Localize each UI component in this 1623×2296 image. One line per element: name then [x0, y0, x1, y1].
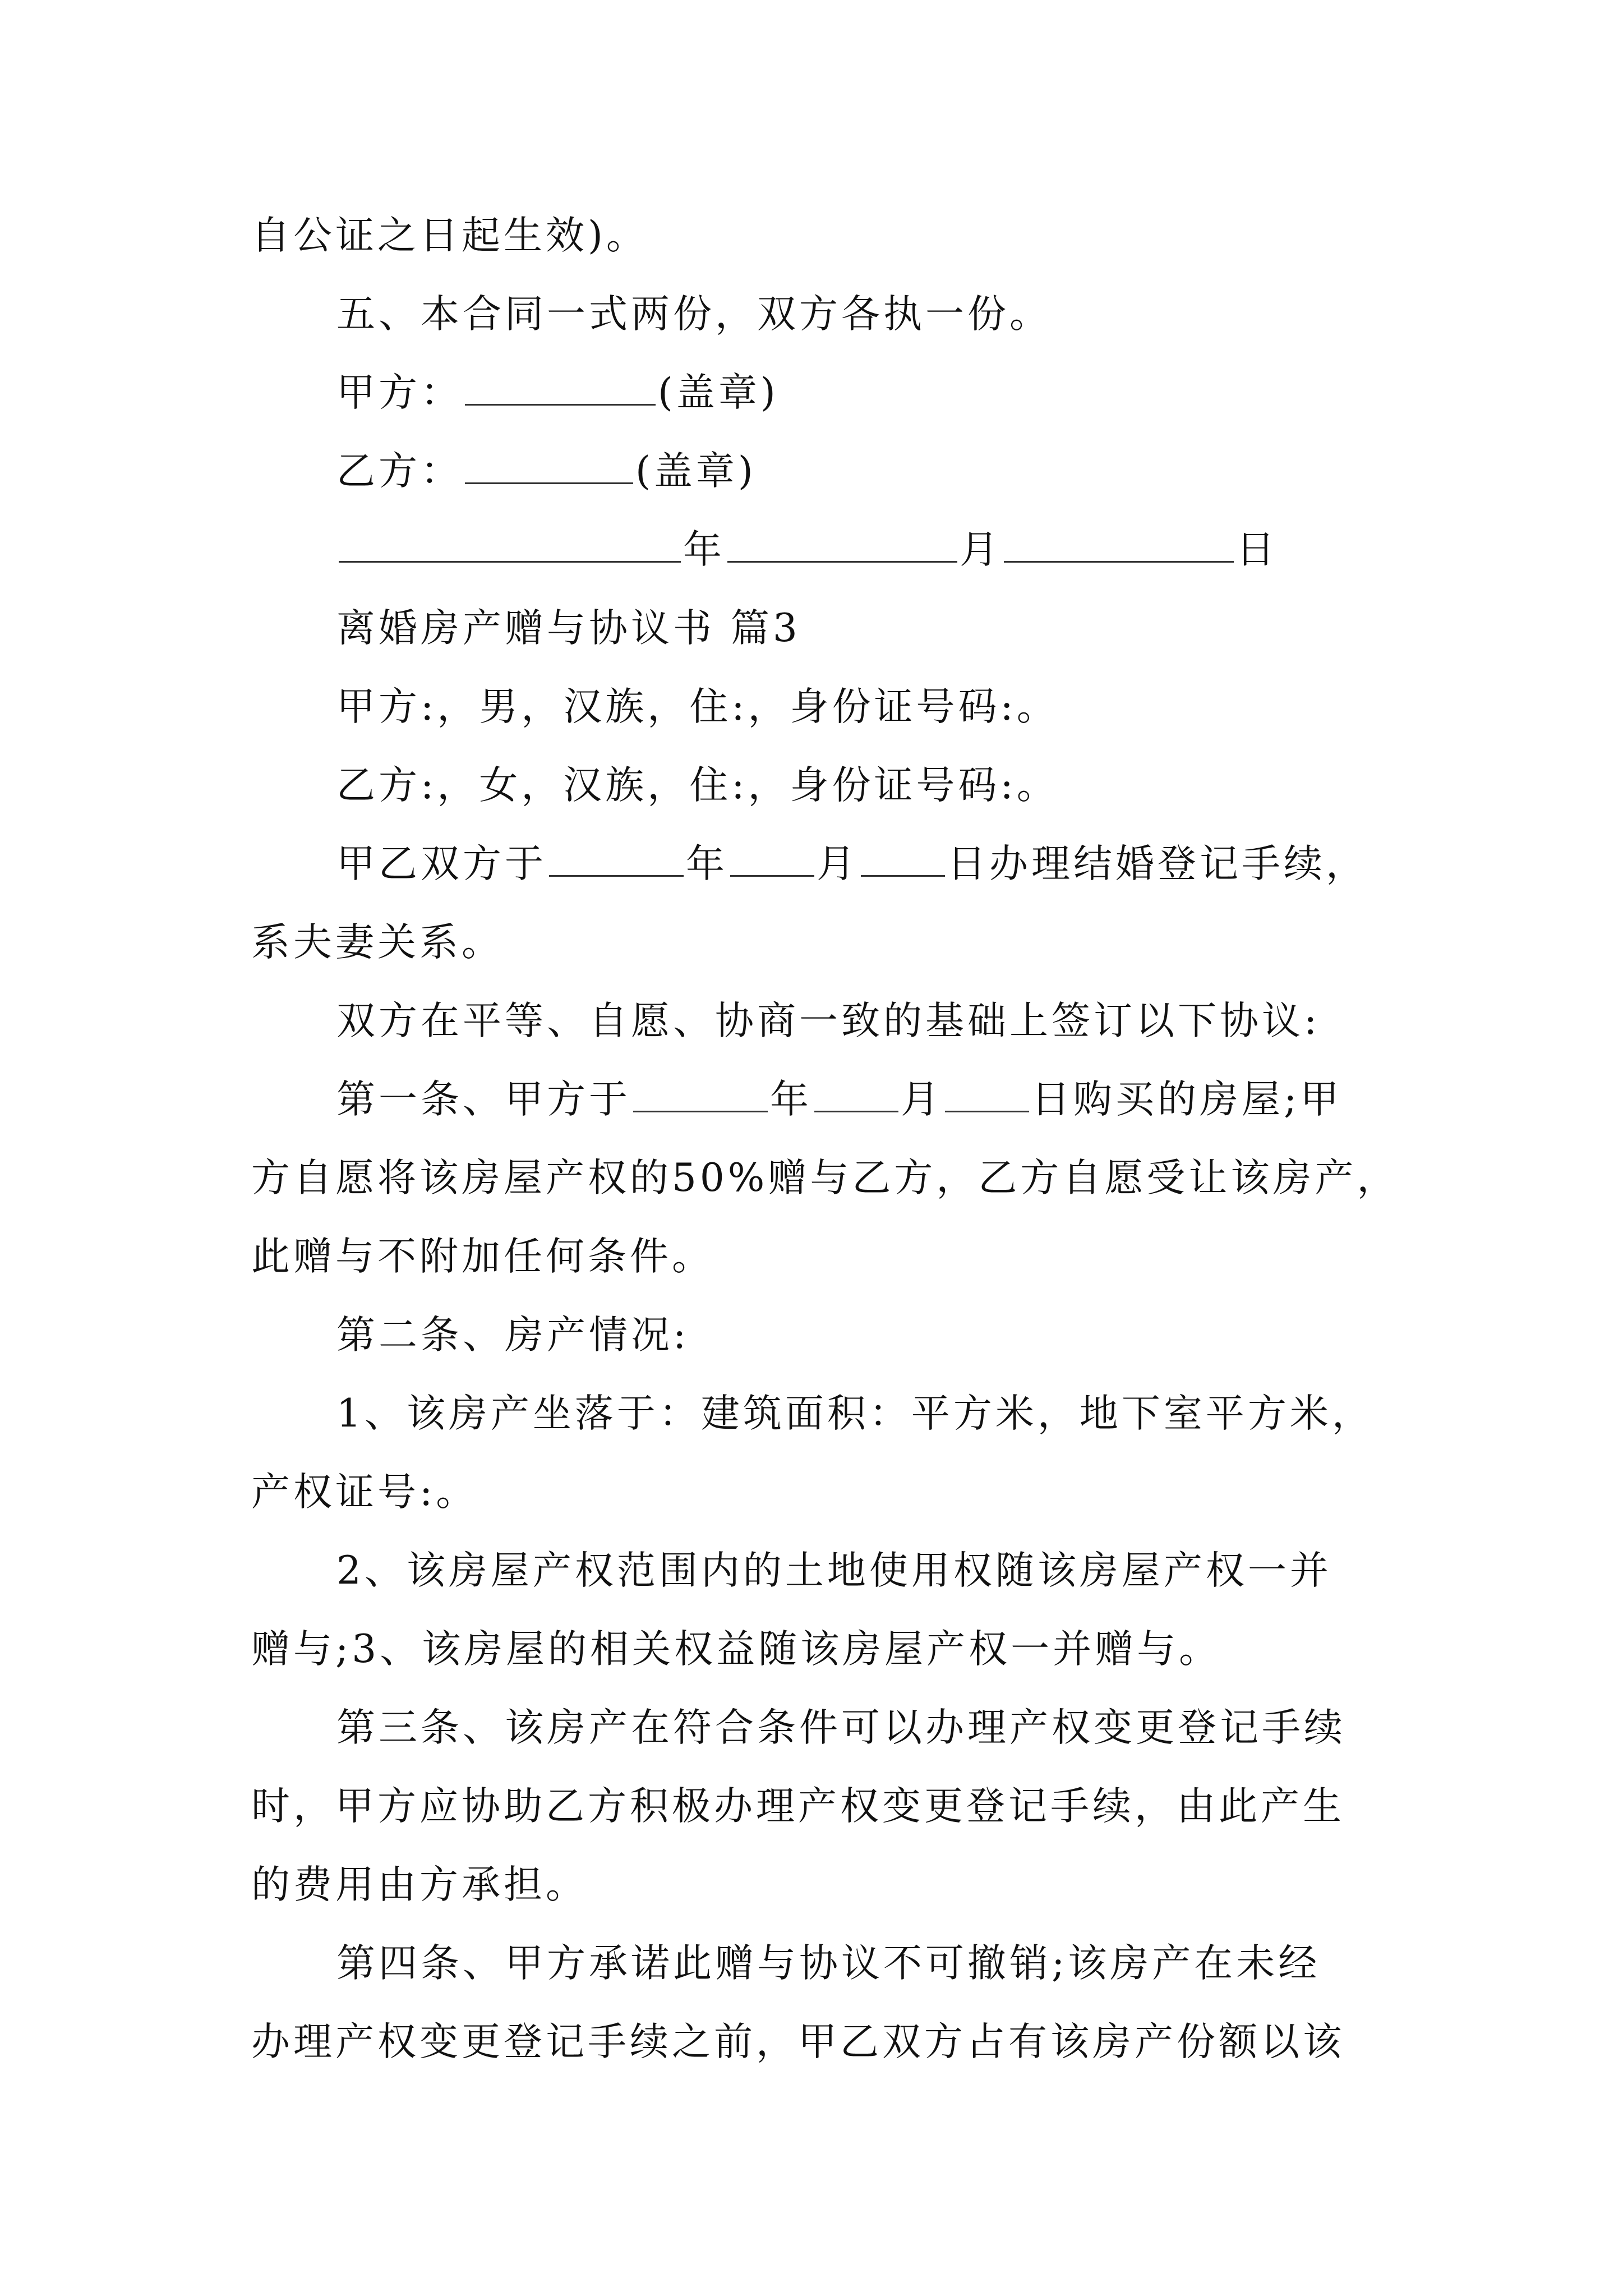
text-line: 时，甲方应协助乙方积极办理产权变更登记手续，由此产生 — [251, 1784, 1345, 1829]
text-line: 自公证之日起生效)。 — [251, 213, 648, 258]
text-line: 五、本合同一式两份，双方各执一份。 — [336, 292, 1052, 337]
year-label: 年 — [686, 841, 728, 886]
seal-label: (盖章) — [635, 449, 757, 494]
blank-field — [1004, 528, 1234, 563]
text-line: 系夫妻关系。 — [251, 920, 504, 965]
blank-field — [945, 1078, 1029, 1112]
blank-field — [339, 528, 681, 563]
year-label: 年 — [683, 527, 725, 572]
text-line: 的费用由方承担。 — [251, 1862, 588, 1907]
text-line: 2、该房屋产权范围内的土地使用权随该房屋产权一并 — [336, 1548, 1332, 1593]
day-label: 日 — [1236, 527, 1278, 572]
text-line: 方自愿将该房屋产权的50%赠与乙方，乙方自愿受让该房产， — [251, 1156, 1399, 1200]
text-line: 第二条、房产情况: — [336, 1313, 690, 1358]
text-line: 双方在平等、自愿、协商一致的基础上签订以下协议: — [336, 999, 1321, 1043]
section-heading: 离婚房产赠与协议书 篇3 — [336, 606, 801, 651]
blank-field — [730, 843, 814, 877]
text-span: 日办理结婚登记手续， — [947, 841, 1368, 886]
label-party-a: 甲方： — [336, 370, 463, 415]
text-span: 第一条、甲方于 — [336, 1077, 631, 1122]
date-line — [336, 522, 1278, 578]
text-line: 赠与;3、该房屋的相关权益随该房屋产权一并赠与。 — [251, 1627, 1221, 1672]
blank-field — [465, 450, 633, 484]
text-line: 第三条、该房产在符合条件可以办理产权变更登记手续 — [336, 1705, 1346, 1750]
text-line: 乙方:，女，汉族，住:，身份证号码:。 — [336, 763, 1059, 808]
text-line: 此赠与不附加任何条件。 — [251, 1234, 714, 1279]
month-label: 月 — [901, 1077, 943, 1122]
text-line: 第四条、甲方承诺此赠与协议不可撤销;该房产在未经 — [336, 1941, 1321, 1986]
blank-field — [727, 528, 957, 563]
text-line: 1、该房产坐落于：建筑面积：平方米，地下室平方米， — [336, 1391, 1374, 1436]
marriage-date-line — [336, 836, 1368, 892]
text-line: 甲方:，男，汉族，住:，身份证号码:。 — [336, 684, 1059, 729]
blank-field — [465, 371, 656, 406]
label-party-b: 乙方： — [336, 449, 463, 494]
blank-field — [633, 1078, 768, 1112]
text-line: 办理产权变更登记手续之前，甲乙双方占有该房产份额以该 — [251, 2019, 1345, 2064]
blank-field — [549, 843, 684, 877]
text-span: 甲乙双方于 — [336, 841, 547, 886]
year-label: 年 — [770, 1077, 812, 1122]
month-label: 月 — [960, 527, 1002, 572]
month-label: 月 — [817, 841, 859, 886]
blank-field — [861, 843, 945, 877]
blank-field — [814, 1078, 898, 1112]
signature-line-party-b — [336, 443, 757, 499]
text-line: 产权证号:。 — [251, 1470, 478, 1515]
seal-label: (盖章) — [658, 370, 779, 415]
purchase-date-line — [336, 1071, 1342, 1128]
signature-line-party-a — [336, 365, 779, 421]
text-span: 日购买的房屋;甲 — [1031, 1077, 1343, 1122]
